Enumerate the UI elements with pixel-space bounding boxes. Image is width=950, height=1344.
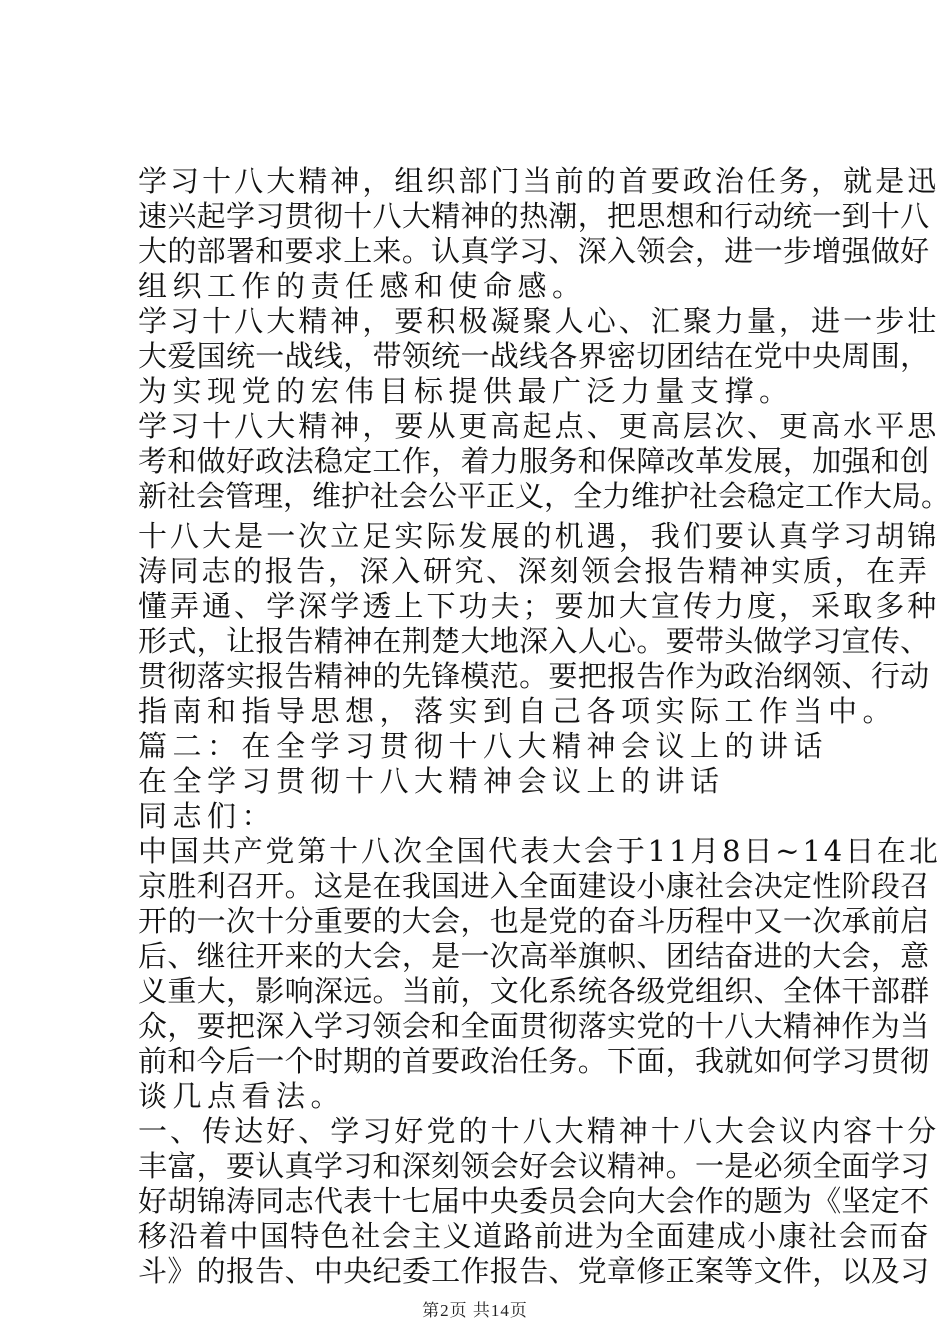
text-line: 丰富，要认真学习和深刻领会好会议精神。一是必须全面学习	[138, 1149, 930, 1183]
text-line: 学习十八大精神，要从更高起点、更高层次、更高水平思	[138, 409, 940, 443]
text-line: 大爱国统一战线，带领统一战线各界密切团结在党中央周围，	[138, 339, 930, 373]
text-line: 好胡锦涛同志代表十七届中央委员会向大会作的题为《坚定不	[138, 1184, 930, 1218]
text-line: 学习十八大精神，要积极凝聚人心、汇聚力量，进一步壮	[138, 304, 940, 338]
text-line: 京胜利召开。这是在我国进入全面建设小康社会决定性阶段召	[138, 869, 930, 903]
text-line: 十八大是一次立足实际发展的机遇，我们要认真学习胡锦	[138, 519, 940, 553]
salutation: 同志们：	[138, 799, 277, 833]
text-line: 速兴起学习贯彻十八大精神的热潮，把思想和行动统一到十八	[138, 199, 930, 233]
section-heading: 篇二：在全学习贯彻十八大精神会议上的讲话	[138, 729, 829, 763]
speech-title: 在全学习贯彻十八大精神会议上的讲话	[138, 764, 725, 798]
text-line: 考和做好政法稳定工作，着力服务和保障改革发展，加强和创	[138, 444, 930, 478]
text-line: 谈几点看法。	[138, 1079, 346, 1113]
text-line: 前和今后一个时期的首要政治任务。下面，我就如何学习贯彻	[138, 1044, 930, 1078]
page-footer: 第2页 共14页	[422, 1301, 528, 1320]
text-line: 为实现党的宏伟目标提供最广泛力量支撑。	[138, 374, 794, 408]
text-line: 众，要把深入学习领会和全面贯彻落实党的十八大精神作为当	[138, 1009, 930, 1043]
text-line: 大的部署和要求上来。认真学习、深入领会，进一步增强做好	[138, 234, 930, 268]
text-line: 指南和指导思想，落实到自己各项实际工作当中。	[138, 694, 898, 728]
text-line: 斗》的报告、中央纪委工作报告、党章修正案等文件，以及习	[138, 1254, 930, 1288]
text-line: 义重大，影响深远。当前，文化系统各级党组织、全体干部群	[138, 974, 930, 1008]
text-line: 中国共产党第十八次全国代表大会于11月8日~14日在北	[138, 834, 941, 868]
text-line: 新社会管理，维护社会公平正义，全力维护社会稳定工作大局。	[138, 479, 950, 513]
text-line: 贯彻落实报告精神的先锋模范。要把报告作为政治纲领、行动	[138, 659, 930, 693]
text-line: 学习十八大精神，组织部门当前的首要政治任务，就是迅	[138, 164, 940, 198]
text-line: 形式，让报告精神在荆楚大地深入人心。要带头做学习宣传、	[138, 624, 930, 658]
text-line: 组织工作的责任感和使命感。	[138, 269, 587, 303]
text-line: 移沿着中国特色社会主义道路前进为全面建成小康社会而奋	[138, 1219, 931, 1253]
text-line: 后、继往开来的大会，是一次高举旗帜、团结奋进的大会，意	[138, 939, 930, 973]
text-line: 一、传达好、学习好党的十八大精神十八大会议内容十分	[138, 1114, 940, 1148]
text-line: 懂弄通、学深学透上下功夫；要加大宣传力度，采取多种	[138, 589, 940, 623]
text-line: 开的一次十分重要的大会，也是党的奋斗历程中又一次承前启	[138, 904, 930, 938]
text-line: 涛同志的报告，深入研究、深刻领会报告精神实质，在弄	[138, 554, 930, 588]
